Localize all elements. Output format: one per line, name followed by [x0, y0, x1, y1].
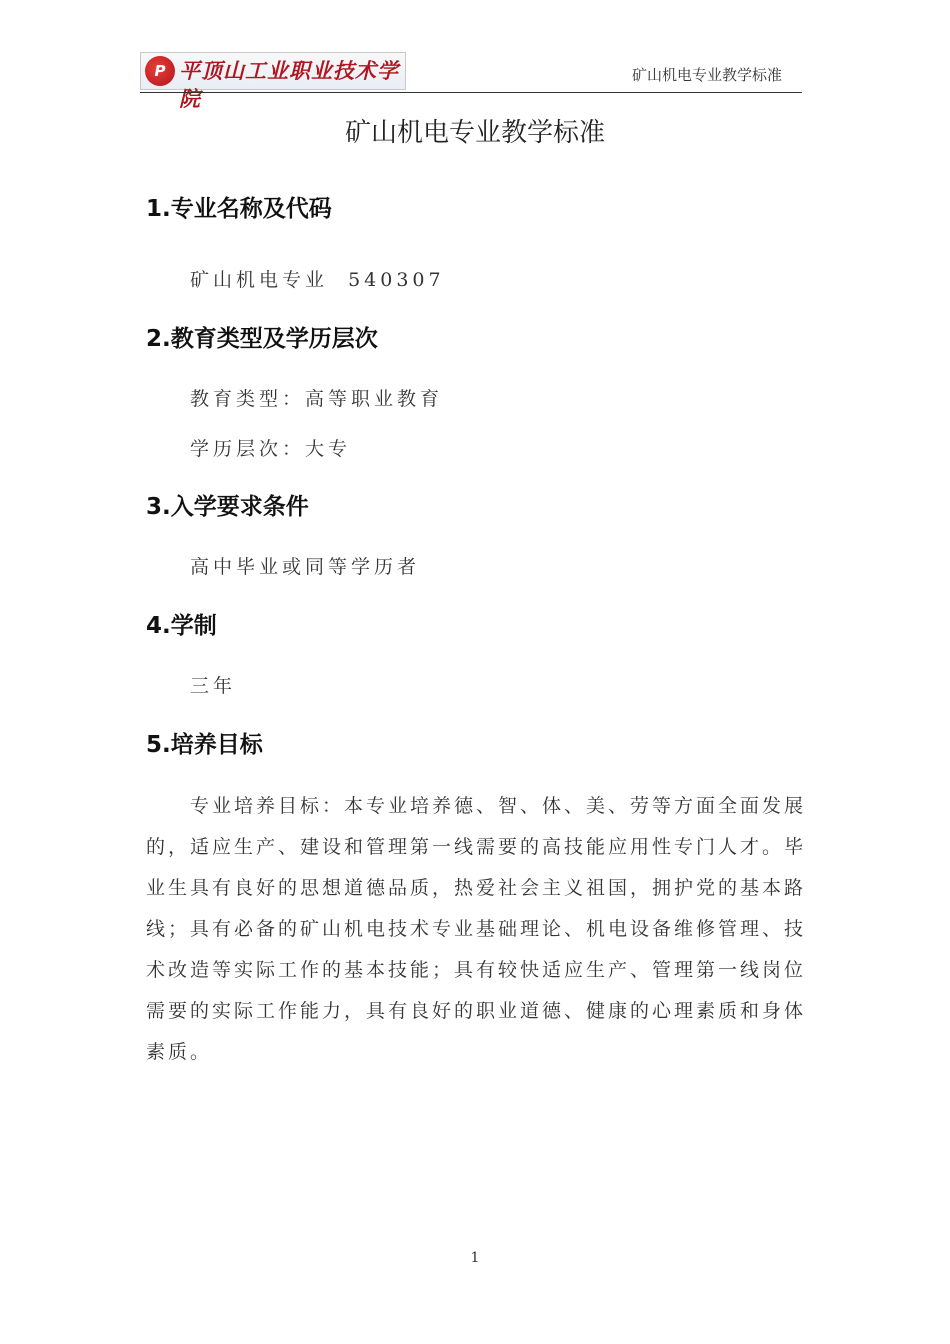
logo-emblem-icon: P — [145, 56, 175, 86]
section-heading-2: 2.教育类型及学历层次 — [146, 326, 378, 352]
document-title: 矿山机电专业教学标准 — [344, 118, 605, 148]
section-2-line-1: 教育类型：高等职业教育 — [190, 388, 444, 410]
header-divider — [140, 92, 802, 93]
section-heading-4: 4.学制 — [146, 613, 217, 639]
header-title: 矿山机电专业教学标准 — [631, 66, 782, 84]
section-2-line-2: 学历层次：大专 — [190, 438, 352, 460]
school-logo — [140, 52, 406, 111]
logo-text: 平顶山工业职业技术学院 — [179, 58, 399, 111]
section-5-paragraph: 专业培养目标：本专业培养德、智、体、美、劳等方面全面发展的，适应生产、建设和管理第一线需要的高技能应用性专门人才。毕业生具有良好的思想道德品质，热爱社会主义祖国，拥护党的基本路线；具有必备的矿山机电技术专业基础理论、机电设备维修管理、技术改造等实际工作的基本技能；具有较快适应生产、管理第一线岗位需要的实际工作能力，具有良好的职业道德、健康的心理素质和身体素质。 — [146, 795, 807, 1063]
section-heading-3: 3.入学要求条件 — [146, 494, 309, 520]
section-1-line-1: 矿山机电专业 540307 — [190, 269, 445, 291]
page-number: 1 — [470, 1250, 480, 1266]
section-4-line-1: 三年 — [190, 675, 237, 697]
page-header — [140, 52, 802, 111]
section-heading-5: 5.培养目标 — [146, 732, 263, 758]
section-3-line-1: 高中毕业或同等学历者 — [190, 556, 421, 578]
section-heading-1: 1.专业名称及代码 — [146, 196, 332, 222]
